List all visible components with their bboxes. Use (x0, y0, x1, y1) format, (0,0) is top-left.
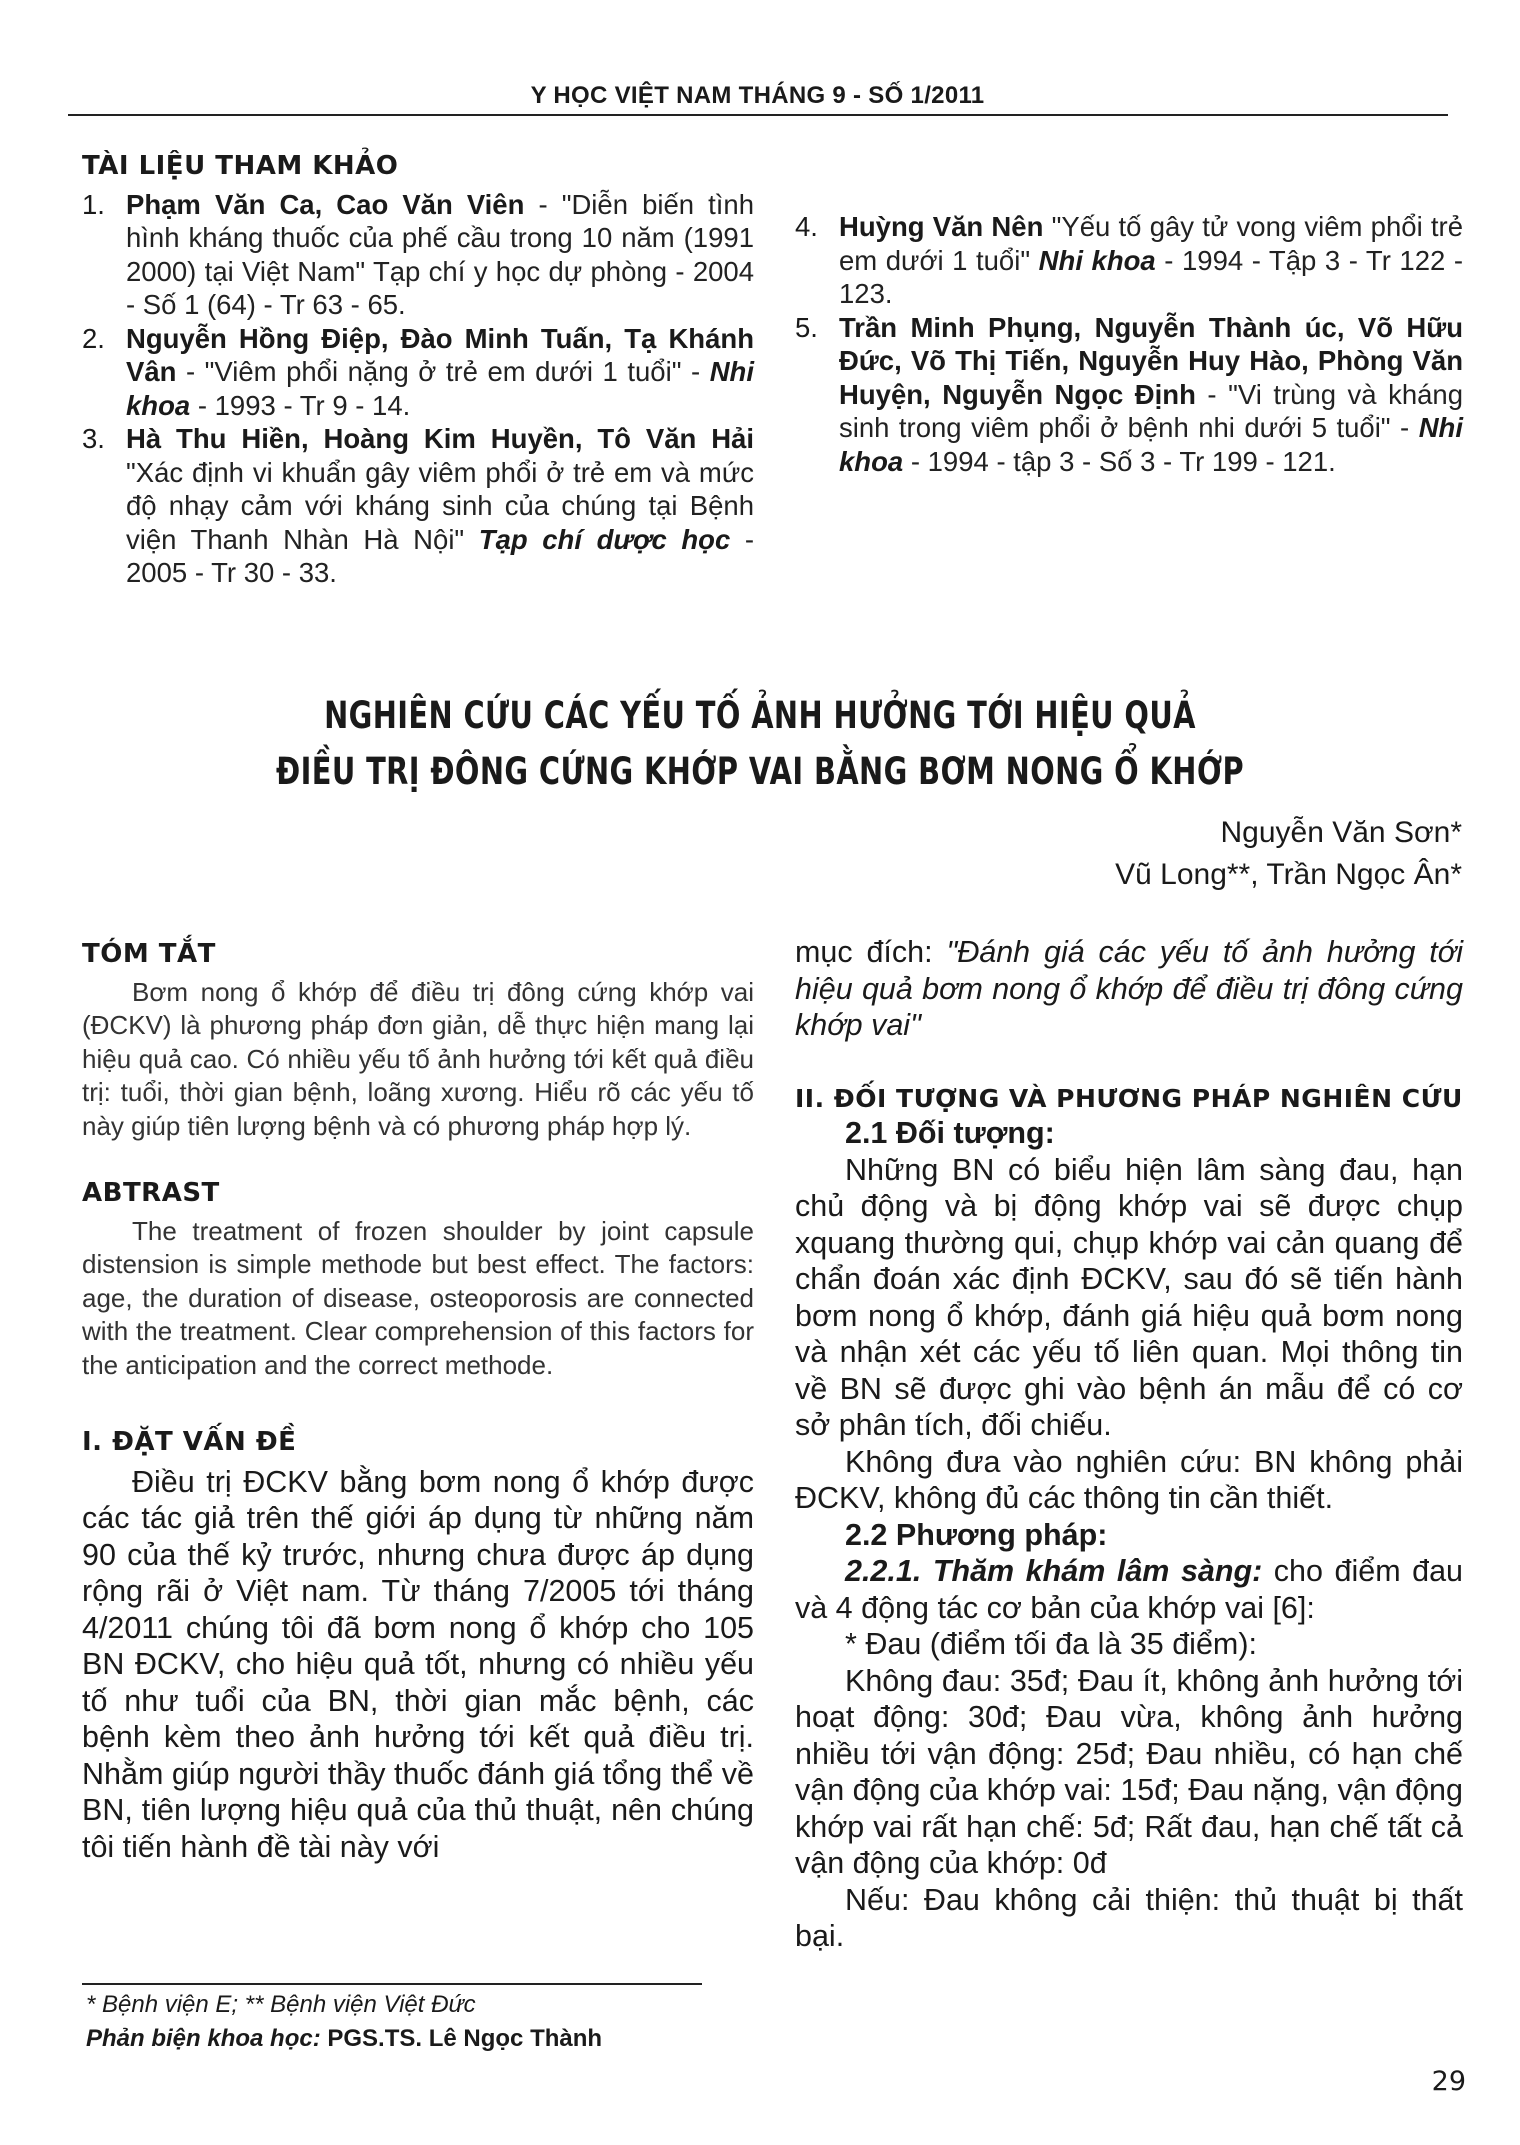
header-rule (68, 114, 1448, 116)
clinical-exam-label: 2.2.1. Thăm khám lâm sàng: (845, 1554, 1263, 1588)
abstract-text: The treatment of frozen shoulder by joint capsule distension is simple methode but best effect. The factors: age, the duration of disease, osteoporosis are connected with the treatment. Clear comprehension of this factors for the anticipation and the correct methode. (82, 1215, 754, 1380)
reference-text: - "Viêm phổi nặng ở trẻ em dưới 1 tuổi" - (176, 356, 710, 387)
intro-continued (795, 934, 1463, 1044)
reviewer-name: PGS.TS. Lê Ngọc Thành (320, 2025, 603, 2052)
reference-number: 5. (795, 311, 818, 343)
reference-number: 3. (82, 423, 105, 454)
reference-number: 2. (82, 322, 105, 354)
reference-item-4 (795, 210, 1463, 311)
reference-item-5 (795, 311, 1463, 479)
reference-text: "Yếu tố gây tử vong viêm phổi trẻ em dưới 1 tuổi" (839, 211, 1463, 276)
subsection-subjects: 2.1 Đối tượng: (845, 1116, 1055, 1150)
pain-failure-note: Nếu: Đau không cải thiện: thủ thuật bị thất bại. (795, 1882, 1463, 1953)
reference-journal: Nhi khoa (1038, 244, 1156, 276)
reference-authors: Hà Thu Hiền, Hoàng Kim Huyền, Tô Văn Hải (126, 423, 754, 454)
reference-authors: Trần Minh Phụng, Nguyễn Thành úc, Võ Hữu Đức, Võ Thị Tiến, Nguyễn Huy Hào, Phòng Văn Huyện, Nguyễn Ngọc Định (839, 311, 1463, 410)
pain-score-heading: * Đau (điểm tối đa là 35 điểm): (845, 1627, 1257, 1661)
reference-item-1 (82, 188, 754, 322)
reference-tail: - 1993 - Tr 9 - 14. (190, 389, 411, 421)
references-left (82, 150, 754, 590)
reviewer-label: Phản biện khoa học: (86, 2025, 321, 2052)
footnote-reviewer (86, 2024, 602, 2054)
references-title: TÀI LIỆU THAM KHẢO (82, 151, 399, 181)
clinical-exam-text (795, 1553, 1463, 1626)
pain-score-scale: Không đau: 35đ; Đau ít, không ảnh hưởng tới hoạt động: 30đ; Đau vừa, không ảnh hưởng nhiều tới vận động: 25đ; Đau nhiều, có hạn chế vận động của khớp vai: 15đ; Đau nặng, vận động khớp vai rất hạn chế: 5đ; Rất đau, hạn chế tất cả vận động của khớp: 0đ (795, 1663, 1463, 1880)
reference-item-2 (82, 322, 754, 423)
reference-journal: Nhi khoa (839, 412, 1463, 477)
footnote-rule (82, 1983, 702, 1985)
summary-title: TÓM TẮT (82, 939, 216, 969)
exclusion-text: Không đưa vào nghiên cứu: BN không phải ĐCKV, không đủ các thông tin cần thiết. (795, 1444, 1463, 1515)
abstract-title: ABTRAST (82, 1178, 220, 1208)
references-right (795, 210, 1463, 478)
page-number: 29 (1431, 2066, 1466, 2097)
subjects-text: Những BN có biểu hiện lâm sàng đau, hạn chủ động và bị động khớp vai sẽ được chụp xquang thường qui, chụp khớp vai cản quang để chẩn đoán xác định ĐCKV, sau đó sẽ tiến hành bơm nong ổ khớp, đánh giá hiệu quả bơm nong và nhận xét các yếu tố liên quan. Mọi thông tin về BN sẽ được ghi vào bệnh án mẫu để có cơ sở phân tích, đối chiếu. (795, 1152, 1463, 1442)
intro-continued-lead: mục đích: (795, 935, 947, 969)
footnote-affiliations: * Bệnh viện E; ** Bệnh viện Việt Đức (86, 1991, 476, 2018)
article-title-line-2: ĐIỀU TRỊ ĐÔNG CỨNG KHỚP VAI BẰNG BƠM NONG Ổ KHỚP (276, 750, 1244, 793)
reference-authors: Huỳng Văn Nên (839, 211, 1044, 242)
reference-item-3 (82, 422, 754, 590)
reference-journal: Tạp chí dược học (478, 523, 731, 555)
reference-tail: - 1994 - tập 3 - Số 3 - Tr 199 - 121. (903, 445, 1336, 477)
article-title-line-1: NGHIÊN CỨU CÁC YẾU TỐ ẢNH HƯỞNG TỚI HIỆU QUẢ (324, 694, 1196, 737)
clinical-exam-desc: cho điểm đau và 4 động tác cơ bản của khớp vai [6]: (795, 1554, 1464, 1625)
article-authors (1115, 812, 1462, 896)
body-left-column (82, 938, 754, 1865)
reference-tail: - 1994 - Tập 3 - Tr 122 - 123. (839, 244, 1464, 309)
author-line-1: Nguyễn Văn Sơn* (1220, 816, 1462, 849)
body-right-column (795, 934, 1463, 1955)
intro-text: Điều trị ĐCKV bằng bơm nong ổ khớp được các tác giả trên thế giới áp dụng từ những năm 90 của thế kỷ trước, nhưng chưa được áp dụng rộng rãi ở Việt nam. Từ tháng 7/2005 tới tháng 4/2011 chúng tôi đã bơm nong ổ khớp cho 105 BN ĐCKV, cho hiệu quả tốt, nhưng có nhiều yếu tố như tuổi của BN, thời gian mắc bệnh, các bệnh kèm theo ảnh hưởng tới kết quả điều trị. Nhằm giúp người thầy thuốc đánh giá tổng thể về BN, tiên lượng hiệu quả của thủ thuật, nên chúng tôi tiến hành đề tài này với (82, 1464, 754, 1864)
reference-journal: Nhi khoa (126, 356, 754, 421)
author-line-2: Vũ Long**, Trần Ngọc Ân* (1115, 858, 1462, 891)
reference-text: - "Vi trùng và kháng sinh trong viêm phổi ở bệnh nhi dưới 5 tuổi" - (839, 378, 1464, 443)
reference-text: "Xác định vi khuẩn gây viêm phổi ở trẻ em và mức độ nhạy cảm với kháng sinh của chúng tại Bệnh viện Thanh Nhàn Hà Nội" (126, 456, 754, 555)
study-aim: "Đánh giá các yếu tố ảnh hưởng tới hiệu quả bơm nong ổ khớp để điều trị đông cứng khớp vai" (795, 935, 1463, 1042)
reference-number: 4. (795, 211, 818, 242)
reference-text: - "Diễn biến tình hình kháng thuốc của phế cầu trong 10 năm (1991 2000) tại Việt Nam" Tạp chí y học dự phòng - 2004 - Số 1 (64) - Tr 63 - 65. (126, 188, 754, 320)
reference-number: 1. (82, 188, 105, 220)
methods-title: II. ĐỐI TƯỢNG VÀ PHƯƠNG PHÁP NGHIÊN CỨU (795, 1083, 1463, 1113)
intro-title: I. ĐẶT VẤN ĐỀ (82, 1427, 297, 1457)
reference-authors: Nguyễn Hồng Điệp, Đào Minh Tuấn, Tạ Khánh Vân (126, 322, 754, 387)
running-header: Y HỌC VIỆT NAM THÁNG 9 - SỐ 1/2011 (530, 82, 985, 109)
subsection-methods: 2.2 Phương pháp: (845, 1517, 1108, 1552)
article-title (245, 688, 1275, 800)
reference-tail: - 2005 - Tr 30 - 33. (126, 523, 754, 588)
summary-text: Bơm nong ổ khớp để điều trị đông cứng khớp vai (ĐCKV) là phương pháp đơn giản, dễ thực hiện mang lại hiệu quả cao. Có nhiều yếu tố ảnh hưởng tới kết quả điều trị: tuổi, thời gian bệnh, loãng xương. Hiểu rõ các yếu tố này giúp tiên lượng bệnh và có phương pháp hợp lý. (82, 976, 754, 1141)
reference-authors: Phạm Văn Ca, Cao Văn Viên (126, 188, 525, 220)
